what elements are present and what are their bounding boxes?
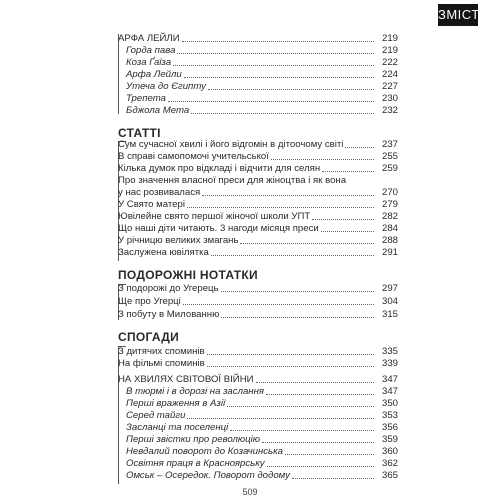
- toc-entry-title: Невдалий поворот до Козачинська: [126, 446, 283, 457]
- page-number: 509: [242, 487, 258, 497]
- toc-entry[interactable]: [118, 309, 398, 320]
- toc-entry-title: Утеча до Єгипту: [126, 81, 206, 92]
- dot-leader: [230, 430, 374, 431]
- toc-entry-title: Бджола Мета: [126, 105, 190, 116]
- toc-entry-page: 232: [381, 105, 398, 116]
- dot-leader: [187, 418, 374, 419]
- toc-entry-title: Перші звістки про революцію: [126, 434, 260, 445]
- toc-entry-page: 227: [381, 81, 398, 92]
- toc-entry-title: Що наші діти читають. 3 нагоди місяця преси: [118, 223, 319, 234]
- toc-entry[interactable]: [118, 223, 398, 234]
- dot-leader: [271, 159, 374, 160]
- toc-subentry[interactable]: [126, 105, 398, 116]
- toc-entry-title: На фільмі споминів: [118, 358, 205, 369]
- toc-entry-title: Перші враження в Азії: [126, 398, 226, 409]
- toc-entry-title: АРФА ЛЕЙЛИ: [118, 33, 180, 44]
- toc-entry[interactable]: [118, 211, 398, 222]
- toc-entry-title: Серед тайги: [126, 410, 186, 421]
- toc-subentry[interactable]: [126, 69, 398, 80]
- toc-entry-page: 350: [381, 398, 398, 409]
- toc-entry-page: 279: [381, 199, 398, 210]
- dot-leader: [227, 406, 374, 407]
- dot-leader: [168, 101, 374, 102]
- toc-entry-page: 339: [381, 358, 398, 369]
- toc-entry-title: Про значення власної преси для жіноцтва і як вона: [118, 175, 347, 186]
- toc-entry-page: 291: [381, 247, 398, 258]
- toc-entry-page: 347: [381, 386, 398, 397]
- dot-leader: [211, 255, 374, 256]
- toc-entry-title: Омськ – Осередок. Поворот додому: [126, 470, 290, 481]
- dot-leader: [183, 304, 374, 305]
- dot-leader: [202, 195, 374, 196]
- toc-entry-page: 362: [381, 458, 398, 469]
- dot-leader: [221, 317, 374, 318]
- toc-entry-page: 360: [381, 446, 398, 457]
- toc-entry[interactable]: [118, 163, 398, 174]
- toc-entry-title: Ювілейне свято першої жіночої школи УПТ: [118, 211, 311, 222]
- toc-entry-page: 237: [381, 139, 398, 150]
- toc-entry-page: 219: [381, 45, 398, 56]
- dot-leader: [207, 366, 374, 367]
- toc-entry-title: Ще про Угерці: [118, 296, 181, 307]
- toc-entry-page: 356: [381, 422, 398, 433]
- toc-entry-page: 347: [381, 374, 398, 385]
- toc-entry-title: Освітня праця в Красноярську: [126, 458, 265, 469]
- toc-entry-page: 219: [381, 33, 398, 44]
- toc-entry-title: З подорожі до Угерець: [118, 283, 219, 294]
- toc-entry[interactable]: [118, 296, 398, 307]
- dot-leader: [173, 65, 374, 66]
- dot-leader: [208, 89, 374, 90]
- toc-entry-title: Заслужена ювілятка: [118, 247, 209, 258]
- toc-entry-page: 335: [381, 346, 398, 357]
- toc-entry-title: В тюрмі і в дорозі на заслання: [126, 386, 264, 397]
- toc-entry-page: 224: [381, 69, 398, 80]
- dot-leader: [240, 243, 374, 244]
- toc-entry-page: 270: [381, 187, 398, 198]
- dot-leader: [345, 147, 374, 148]
- toc-subentry[interactable]: [126, 410, 398, 421]
- toc-entry-title: Сум сучасної хвилі і його відгомін в дітоочому світі: [118, 139, 344, 150]
- toc-entry[interactable]: [118, 235, 398, 246]
- dot-leader: [182, 41, 374, 42]
- toc-entry-title: З дитячих споминів: [118, 346, 205, 357]
- toc-entry[interactable]: [118, 247, 398, 258]
- toc-entry-title: Коза Ґаїза: [126, 57, 172, 68]
- dot-leader: [262, 442, 374, 443]
- dot-leader: [207, 354, 374, 355]
- dot-leader: [191, 113, 374, 114]
- toc-entry[interactable]: [118, 346, 398, 357]
- dot-leader: [256, 382, 374, 383]
- section-heading-spohady: СПОГАДИ: [118, 330, 180, 344]
- toc-subentry[interactable]: [126, 386, 398, 397]
- section-tab-contents: ЗМІСТ: [438, 4, 478, 26]
- toc-entry-title: У річницю великих змагань: [118, 235, 239, 246]
- toc-entry[interactable]: [118, 199, 398, 210]
- toc-entry-page: 304: [381, 296, 398, 307]
- toc-subentry[interactable]: [126, 422, 398, 433]
- toc-entry[interactable]: [118, 374, 398, 385]
- toc-subentry[interactable]: [126, 81, 398, 92]
- toc-entry-page: 259: [381, 163, 398, 174]
- toc-entry-title: Арфа Лейли: [126, 69, 182, 80]
- toc-entry-title: Кілька думок про відкладі і відчити для селян: [118, 163, 321, 174]
- toc-entry[interactable]: [118, 151, 398, 162]
- toc-entry-page: 284: [381, 223, 398, 234]
- toc-subentry[interactable]: [126, 446, 398, 457]
- toc-entry-title: У Свято матері: [118, 199, 185, 210]
- toc-subentry[interactable]: [126, 57, 398, 68]
- toc-entry-title: НА ХВИЛЯХ СВІТОВОЇ ВІЙНИ: [118, 374, 254, 385]
- toc-subentry[interactable]: [126, 398, 398, 409]
- toc-entry-title: Горда пава: [126, 45, 176, 56]
- section-heading-statti: СТАТТІ: [118, 126, 161, 140]
- toc-subentry[interactable]: [126, 434, 398, 445]
- toc-entry-title: З побуту в Милованню: [118, 309, 220, 320]
- dot-leader: [321, 231, 374, 232]
- vertical-rule: [118, 34, 119, 114]
- dot-leader: [177, 53, 374, 54]
- toc-entry-page: 315: [381, 309, 398, 320]
- toc-entry-title: Засланці та поселенці: [126, 422, 229, 433]
- section-heading-podorozhni: ПОДОРОЖНІ НОТАТКИ: [118, 268, 258, 282]
- toc-entry-page: 353: [381, 410, 398, 421]
- toc-entry-page: 297: [381, 283, 398, 294]
- dot-leader: [312, 219, 374, 220]
- dot-leader: [221, 291, 374, 292]
- toc-subentry[interactable]: [126, 45, 398, 56]
- toc-entry[interactable]: [118, 283, 398, 294]
- toc-entry-page: 222: [381, 57, 398, 68]
- toc-entry-title: у нас розвивалася: [118, 187, 201, 198]
- toc-subentry[interactable]: [126, 470, 398, 481]
- toc-entry[interactable]: [118, 187, 398, 198]
- dot-leader: [184, 77, 374, 78]
- toc-entry-page: 282: [381, 211, 398, 222]
- toc-entry-page: 288: [381, 235, 398, 246]
- dot-leader: [292, 478, 374, 479]
- toc-entry[interactable]: [118, 175, 398, 186]
- dot-leader: [266, 394, 374, 395]
- dot-leader: [267, 466, 374, 467]
- toc-entry-title: В справі самопомочі учительської: [118, 151, 269, 162]
- toc-subentry[interactable]: [126, 458, 398, 469]
- toc-entry-page: 230: [381, 93, 398, 104]
- dot-leader: [322, 171, 374, 172]
- dot-leader: [285, 454, 374, 455]
- toc-entry-page: 365: [381, 470, 398, 481]
- dot-leader: [187, 207, 374, 208]
- toc-entry[interactable]: [118, 358, 398, 369]
- toc-entry-page: 255: [381, 151, 398, 162]
- toc-entry[interactable]: [118, 33, 398, 44]
- toc-entry-title: Трепета: [126, 93, 166, 104]
- toc-entry-page: 359: [381, 434, 398, 445]
- toc-entry[interactable]: [118, 139, 398, 150]
- toc-subentry[interactable]: [126, 93, 398, 104]
